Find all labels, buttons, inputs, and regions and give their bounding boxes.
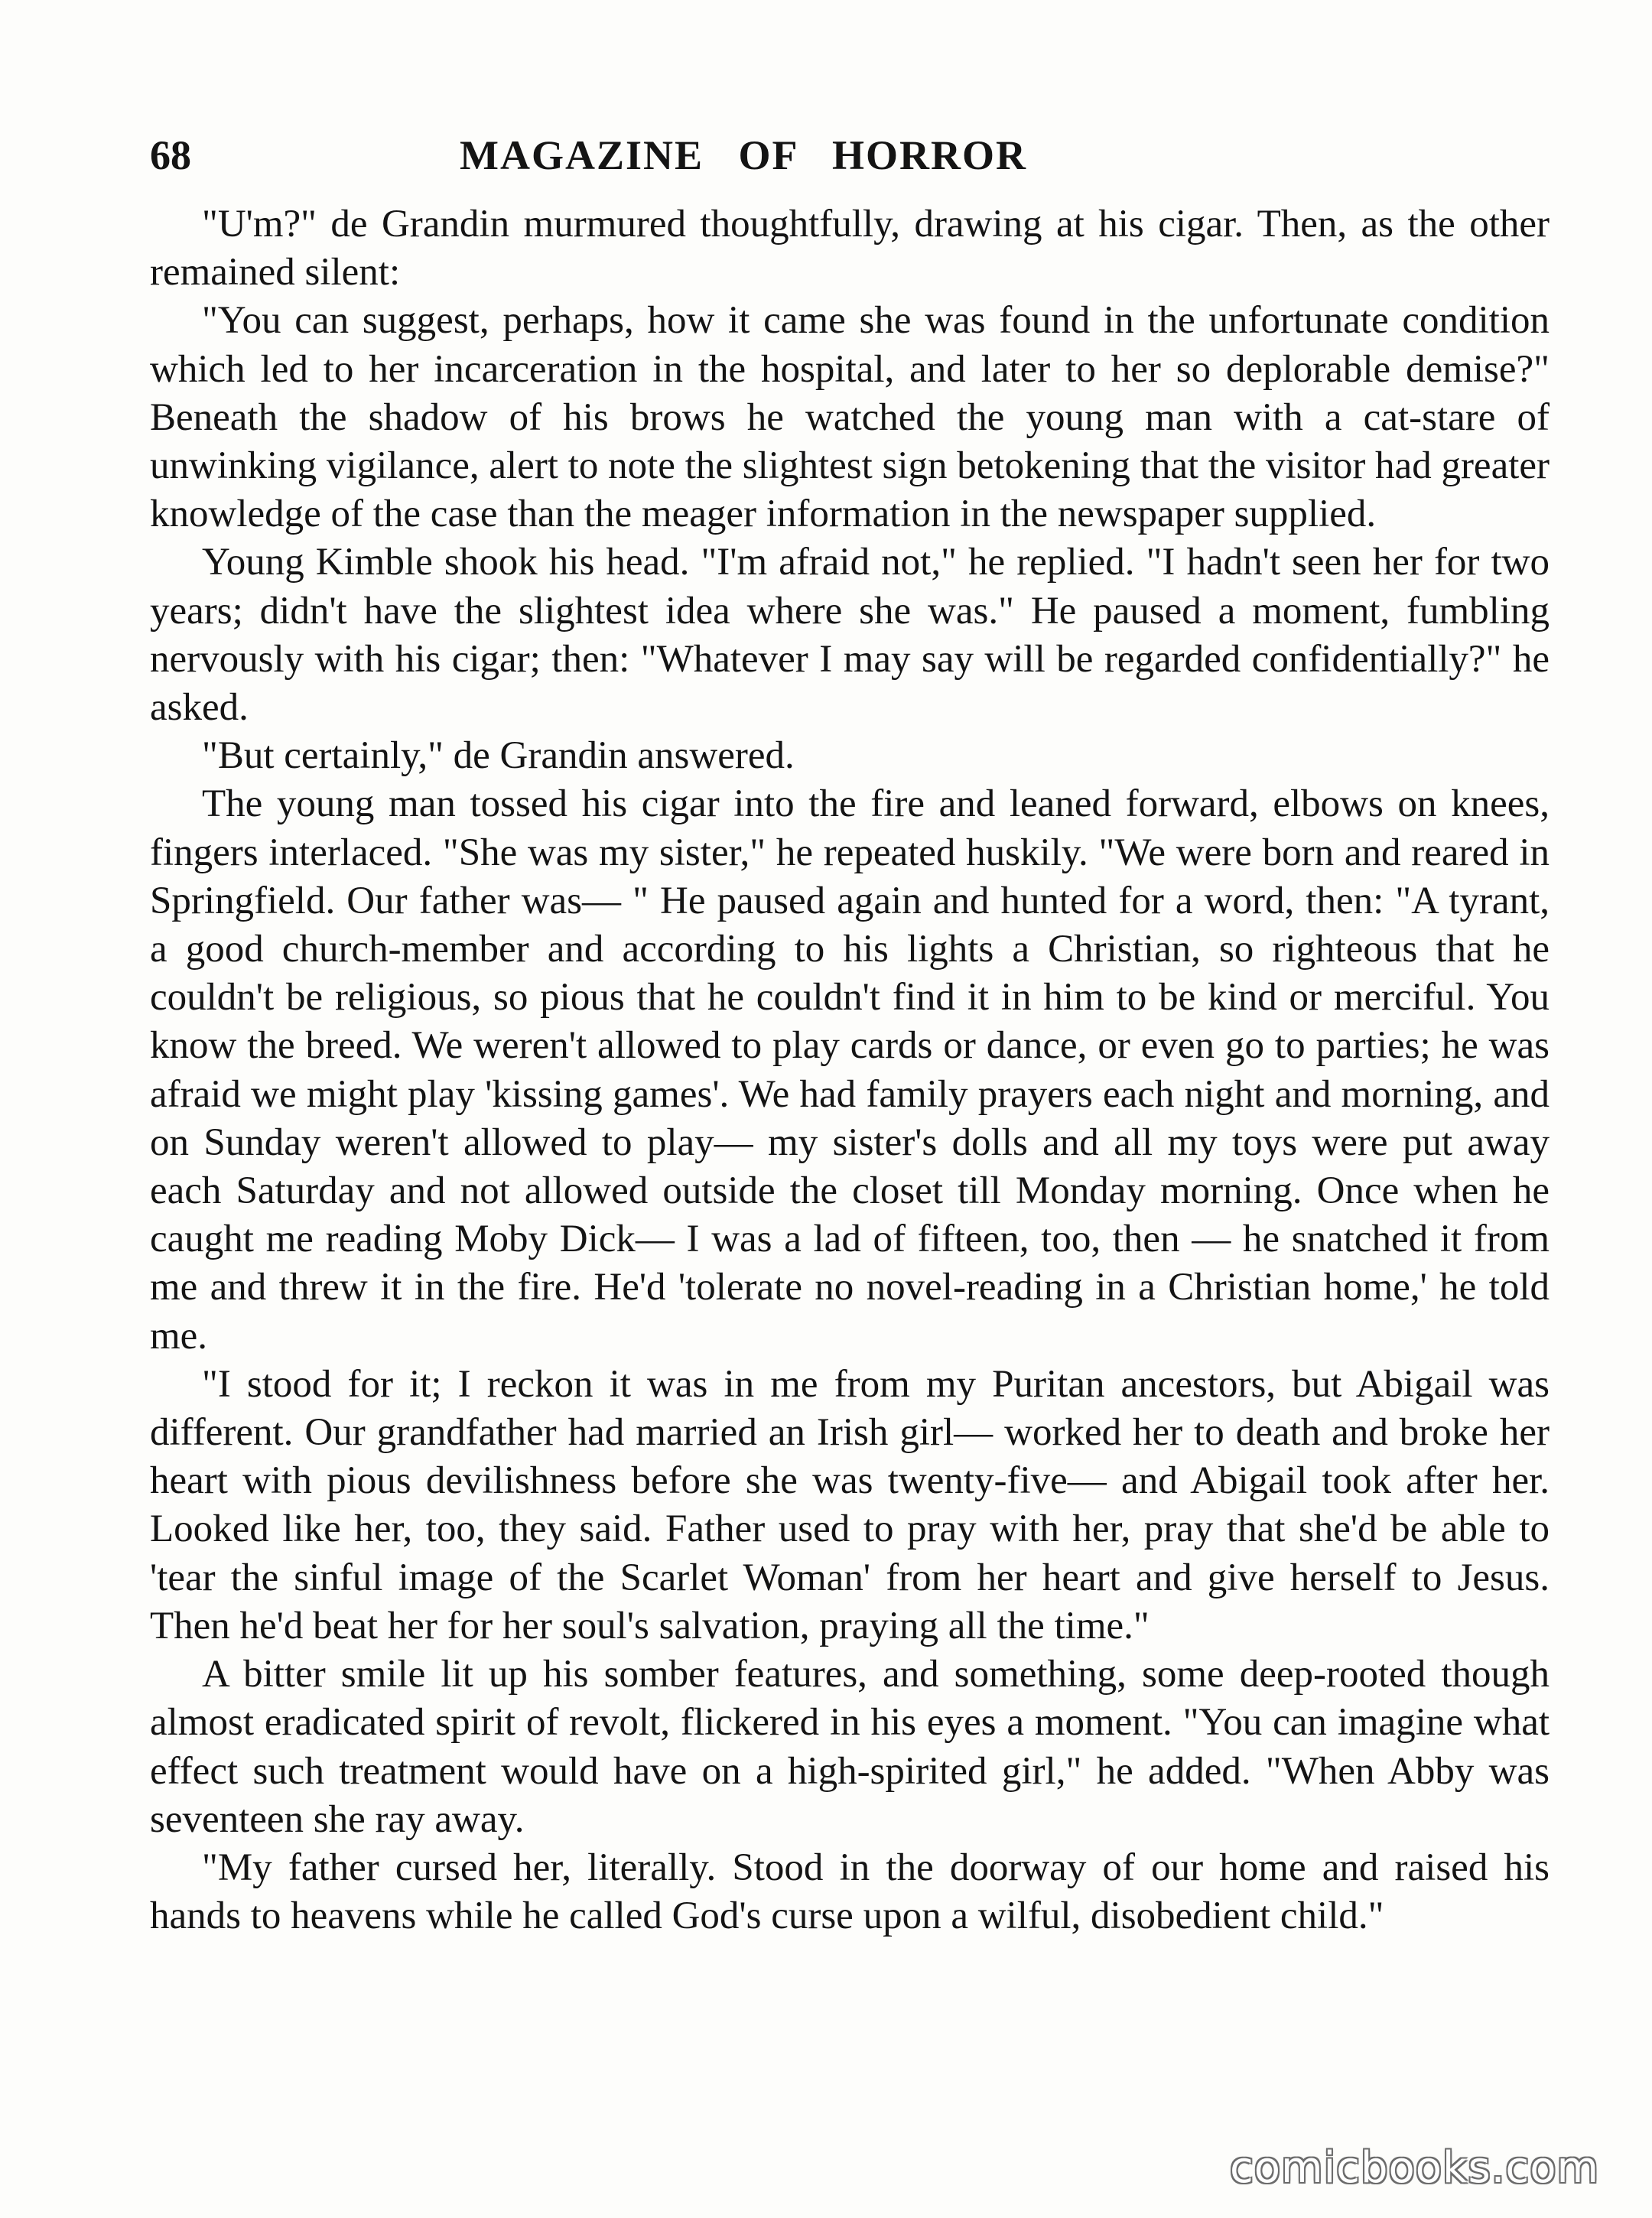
paragraph: "U'm?" de Grandin murmured thoughtfully, drawing at his cigar. Then, as the other remained silent: (150, 203, 1550, 294)
paragraph: "My father cursed her, literally. Stood in the doorway of our home and raised his hands to heavens while he called God's curse upon a wilful, disobedient child." (150, 1846, 1550, 1938)
paragraph: "But certainly," de Grandin answered. (202, 734, 795, 778)
story-text (150, 200, 1550, 1940)
paragraph: The young man tossed his cigar into the fire and leaned forward, elbows on knees, fingers interlaced. "She was my sister," he repeated huskily. "We were born and reared in Springfield. Our father was— " He paused again and hunted for a word, then: "A tyrant, a good church-member and according to his lights a Christian, so righteous that he couldn't be religious, so pious that he couldn't find it in him to be kind or merciful. You know the breed. We weren't allowed to play cards or dance, or even go to parties; he was afraid we might play 'kissing games'. We had family prayers each night and morning, and on Sunday weren't allowed to play— my sister's dolls and all my toys were put away each Saturday and not allowed outside the closet till Monday morning. Once when he caught me reading Moby Dick— I was a lad of fifteen, too, then — he snatched it from me and threw it in the fire. He'd 'tolerate no novel-reading in a Christian home,' he told me. (150, 782, 1550, 1358)
page-number: 68 (150, 132, 191, 178)
paragraph: "You can suggest, perhaps, how it came she was found in the unfortunate condition which led to her incarceration in the hospital, and later to her so deplorable demise?" Beneath the shadow of his brows he watched the young man with a cat-stare of unwinking vigilance, alert to note the slightest sign betokening that the visitor had greater knowledge of the case than the meager information in the newspaper supplied. (150, 299, 1550, 536)
paragraph: Young Kimble shook his head. "I'm afraid not," he replied. "I hadn't seen her for two years; didn't have the slightest idea where she was." He paused a moment, fumbling nervously with his cigar; then: "Whatever I may say will be regarded confidentially?" he asked. (150, 541, 1550, 730)
page-header (150, 128, 1550, 182)
paragraph: A bitter smile lit up his somber features, and something, some deep-rooted though almost eradicated spirit of revolt, flickered in his eyes a moment. "You can imagine what effect such treatment would have on a high-spirited girl," he added. "When Abby was seventeen she ray away. (150, 1653, 1550, 1841)
paragraph: "I stood for it; I reckon it was in me from my Puritan ancestors, but Abigail was different. Our grandfather had married an Irish girl— worked her to death and broke her heart with pious devilishness before she was twenty-five— and Abigail took after her. Looked like her, too, they said. Father used to pray with her, pray that she'd be able to 'tear the sinful image of the Scarlet Woman' from her heart and give herself to Jesus. Then he'd beat her for her soul's salvation, praying all the time." (150, 1362, 1550, 1647)
running-head: MAGAZINE OF HORROR (460, 132, 1027, 178)
watermark: comicbooks.com (1230, 2143, 1600, 2193)
